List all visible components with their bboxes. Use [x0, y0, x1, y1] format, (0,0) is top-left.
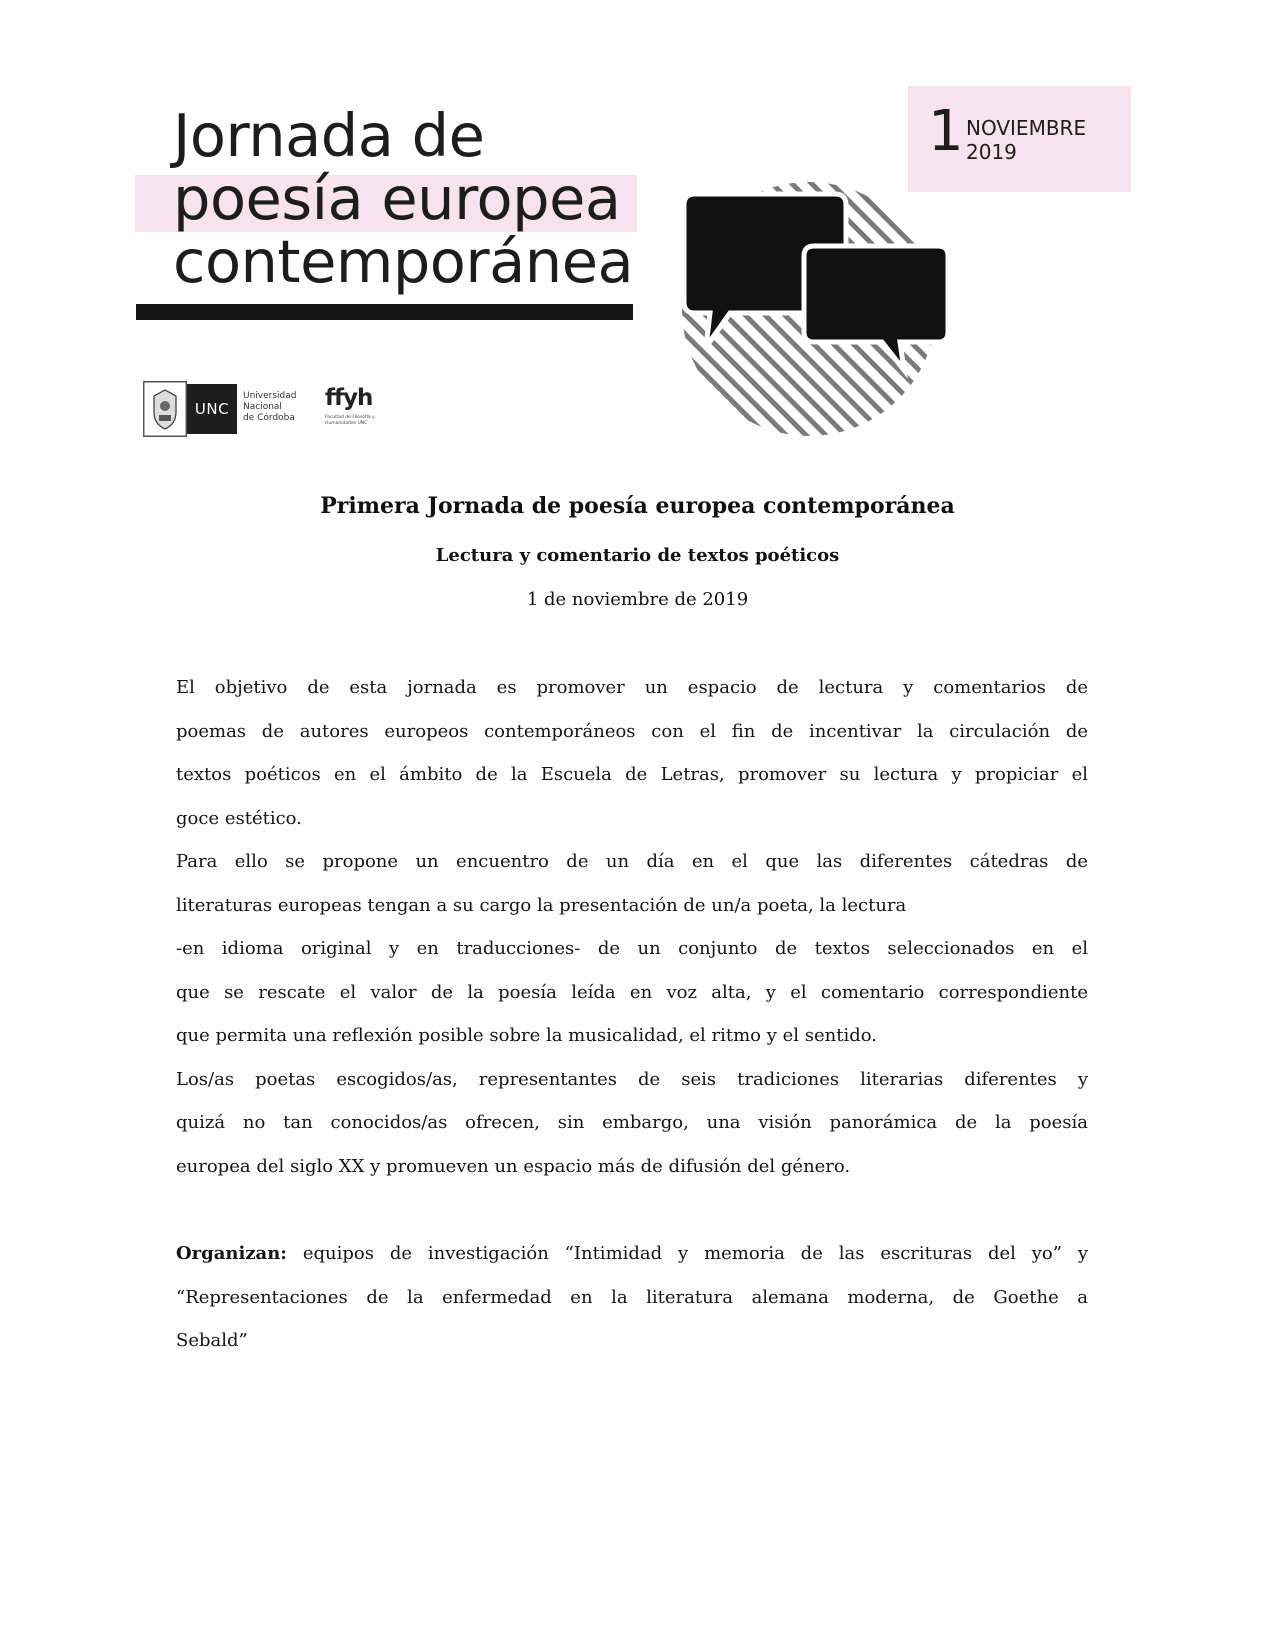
document-date: 1 de noviembre de 2019	[526, 589, 749, 610]
paragraph-line: textos poéticos en el ámbito de la Escuela de Letras, promover su lectura y propiciar el	[176, 764, 1088, 785]
unc-name-line: Nacional	[243, 402, 282, 412]
description-paragraph	[176, 666, 1088, 1188]
title-underline-bar	[136, 304, 633, 320]
ffyh-logo: ffyh	[325, 385, 373, 411]
paragraph-line: quizá no tan conocidos/as ofrecen, sin embargo, una visión panorámica de la poesía	[176, 1112, 1088, 1133]
paragraph-line: poemas de autores europeos contemporáneos con el fin de incentivar la circulación de	[176, 720, 1088, 742]
date-badge-day: 1	[928, 99, 964, 164]
unc-name-line: de Córdoba	[243, 413, 295, 423]
institution-logos	[143, 381, 383, 437]
paragraph-line: -en idioma original y en traducciones- de un conjunto de textos seleccionados en el	[176, 938, 1088, 959]
speech-bubbles-icon	[664, 178, 964, 440]
event-banner	[0, 0, 1275, 460]
organizers-line: Sebald”	[176, 1330, 248, 1351]
paragraph-line: europea del siglo XX y promueven un espacio más de difusión del género.	[176, 1155, 851, 1177]
organizers-paragraph	[176, 1232, 1088, 1363]
organizers-text: equipos de investigación “Intimidad y memoria de las escrituras del yo” y	[286, 1243, 1088, 1264]
paragraph-line: El objetivo de esta jornada es promover un espacio de lectura y comentarios de	[176, 677, 1088, 698]
banner-title-line-3: contemporánea	[173, 227, 634, 296]
banner-title-line-1: Jornada de	[173, 101, 485, 170]
unc-name-text	[243, 391, 313, 424]
banner-title-line-2: poesía europea	[173, 164, 621, 233]
organizers-line: “Representaciones de la enfermedad en la literatura alemana moderna, de Goethe a	[176, 1286, 1088, 1308]
date-badge-month: NOVIEMBRE	[966, 116, 1087, 140]
paragraph-line: que permita una reflexión posible sobre la musicalidad, el ritmo y el sentido.	[176, 1025, 877, 1046]
date-badge-year: 2019	[966, 140, 1017, 164]
paragraph-line: Los/as poetas escogidos/as, representantes de seis tradiciones literarias diferentes y	[176, 1068, 1088, 1090]
unc-logo: UNC	[187, 384, 237, 434]
organizers-line	[176, 1232, 1088, 1276]
paragraph-line: literaturas europeas tengan a su cargo la presentación de un/a poeta, la lectura	[176, 894, 907, 916]
paragraph-line: que se rescate el valor de la poesía leída en voz alta, y el comentario correspondiente	[176, 981, 1088, 1003]
document-subtitle: Lectura y comentario de textos poéticos	[435, 545, 840, 566]
date-badge	[908, 86, 1131, 192]
ffyh-name-text: Facultad de Filosofía y Humanidades UNC	[325, 415, 375, 426]
paragraph-line: Para ello se propone un encuentro de un día en el que las diferentes cátedras de	[176, 851, 1088, 872]
unc-name-line: Universidad	[243, 391, 297, 401]
university-crest-icon	[143, 381, 187, 437]
organizers-label: Organizan:	[176, 1243, 287, 1264]
document-title: Primera Jornada de poesía europea contemporánea	[320, 493, 955, 519]
paragraph-line: goce estético.	[176, 807, 302, 829]
